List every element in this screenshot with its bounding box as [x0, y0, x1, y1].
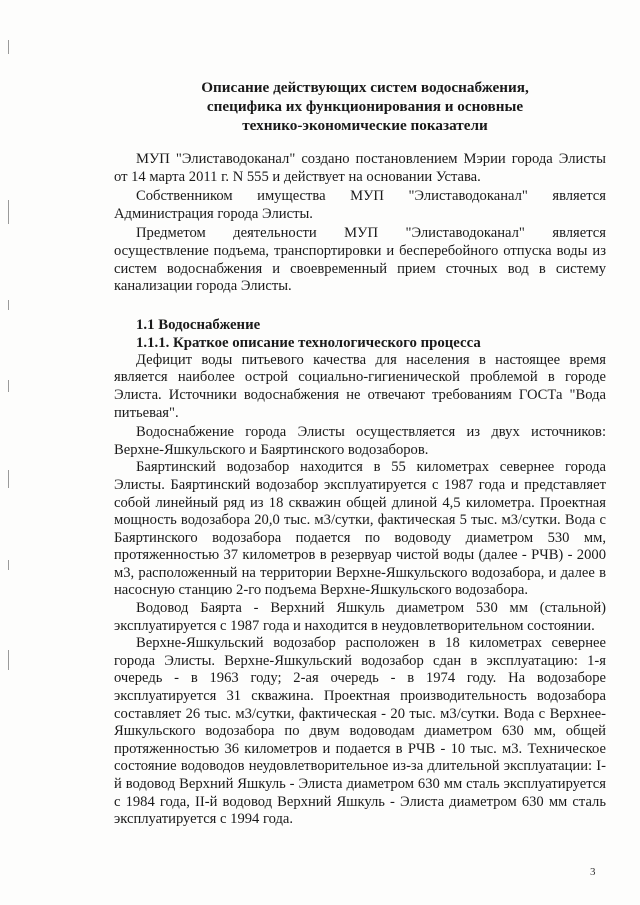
scan-artifact [8, 200, 9, 224]
scan-artifact [8, 470, 9, 488]
title-line-2: специфика их функционирования и основные [206, 98, 524, 115]
body-paragraph-5: Верхне-Яшкульский водозабор расположен в 18 километрах севернее города Элисты. Верхне-Яшкульский водозабор сдан в эксплуатацию: 1-я очередь - в 1963 году; 2-ая очередь - в 1974 году. На водозаборе эксплуатируется 31 скважина. Проектная производительность водозабора составляет 26 тыс. м3/сутки, фактическая - 20 тыс. м3/сутки. Вода с Верхнее-Яшкульского водозабора по двум водоводам диаметром 630 мм, общей протяженностью 36 километров и подается в РЧВ - 10 тыс. м3. Техническое состояние водоводов неудовлетворительное из-за длительной эксплуатации: I-й водовод Верхний Яшкуль - Элиста диаметром 630 мм сталь эксплуатируется с 1984 года, II-й водовод Верхний Яшкуль - Элиста диаметром 630 мм сталь эксплуатируется с 1994 года. [114, 635, 606, 828]
intro-paragraph-3: Предметом деятельности МУП "Элиставодоканал" является осуществление подъема, транспортировки и бесперебойного отпуска воды из систем водоснабжения и своевременный прием сточных вод в систему канализации города Элисты. [114, 225, 606, 295]
page-number: 3 [590, 866, 596, 878]
title-line-1: Описание действующих систем водоснабжения, [201, 79, 529, 96]
scan-artifact [8, 650, 9, 670]
scan-artifact [8, 560, 9, 570]
body-paragraph-3: Баяртинский водозабор находится в 55 километрах севернее города Элисты. Баяртинский водозабор эксплуатируется с 1987 года и представляет собой линейный ряд из 18 скважин общей длиной 4,5 километра. Проектная мощность водозабора 20,0 тыс. м3/сутки, фактическая 5 тыс. м3/сутки. Вода с Баяртинского водозабора подается по водоводу диаметром 530 мм, протяженностью 37 километров в резервуар чистой воды (далее - РЧВ) - 2000 м3, расположенный на территории Верхне-Яшкульского водозабора, и далее в насосную станцию 2-го подъема Верхне-Яшкульского водозабора. [114, 459, 606, 599]
intro-paragraph-1: МУП "Элиставодоканал" создано постановлением Мэрии города Элисты от 14 марта 2011 г. N 555 и действует на основании Устава. [114, 151, 606, 185]
document-title [114, 78, 606, 135]
section-heading: 1.1 Водоснабжение [136, 316, 261, 333]
subsection-heading: 1.1.1. Краткое описание технологического процесса [136, 334, 481, 351]
document-body [114, 78, 606, 829]
body-paragraph-4: Водовод Баярта - Верхний Яшкуль диаметром 530 мм (стальной) эксплуатируется с 1987 года и находится в неудовлетворительном состоянии. [114, 600, 606, 634]
body-paragraph-1: Дефицит воды питьевого качества для населения в настоящее время является наиболее острой социально-гигиенической проблемой в городе Элиста. Источники водоснабжения не отвечают требованиям ГОСТа "Вода питьевая". [114, 351, 606, 421]
title-line-3: технико-экономические показатели [242, 117, 488, 134]
scan-artifact [8, 300, 9, 310]
scan-artifact [8, 40, 9, 54]
body-paragraph-2: Водоснабжение города Элисты осуществляется из двух источников: Верхне-Яшкульского и Баяртинского водозаборов. [114, 424, 606, 458]
intro-paragraph-2: Собственником имущества МУП "Элиставодоканал" является Администрация города Элисты. [114, 188, 606, 222]
scan-artifact [8, 380, 9, 392]
